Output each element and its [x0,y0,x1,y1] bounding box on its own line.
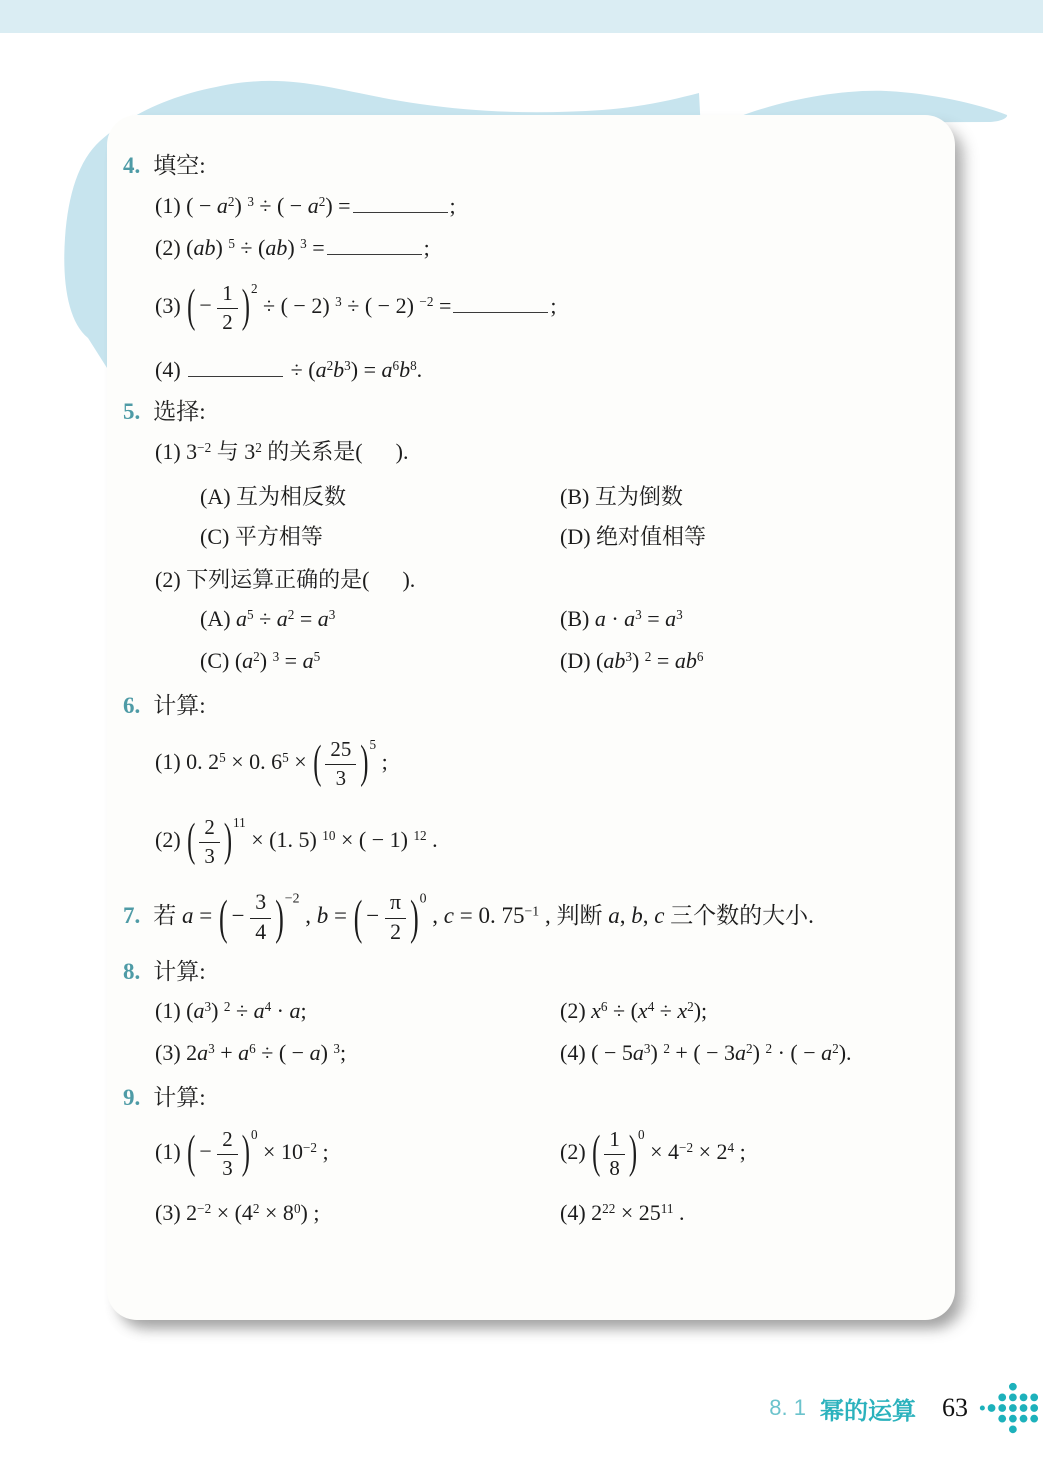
problem-7-header [123,881,927,951]
problem-item [155,233,927,263]
problem-title: 填空: [153,153,206,178]
problem-row [155,1117,927,1187]
problem-row [155,995,927,1027]
choice-option: (D) $(ab^3) ^2 = ab^6$ [560,648,704,673]
problem-item [155,191,927,221]
problem-number: 5. [123,399,141,424]
choice-option: (A) 互为相反数 [200,484,347,509]
problem-row [155,1197,927,1229]
problem-number: 6. [123,693,141,718]
section-number: 8. 1 [769,1395,806,1420]
choice-option: (B) 互为倒数 [560,484,683,509]
problem-number: 7. [123,903,141,928]
math-expression: (2) (ab) $^5$ ÷ (ab) $^3$ = ; [155,235,430,260]
problem-4-header [123,151,927,181]
problem-item [155,355,927,385]
math-expression: (3) $2^{-2} \times (4^2 \times 8^0)$ ; [155,1200,320,1225]
problem-8-header [123,957,927,987]
problem-9-header [123,1083,927,1113]
choice-row [200,645,927,677]
choice-row [200,521,927,553]
math-expression: (1) ( − $\frac{2}{3}$ ) $^0 \times 10^{-2}$ ; [155,1126,329,1180]
problem-title: 计算: [153,693,206,718]
math-expression: (2) 下列运算正确的是( ). [155,567,416,592]
choice-row [200,603,927,635]
problem-row [155,1037,927,1069]
math-expression: (2) ( $\frac{1}{8}$ ) $^0 \times 4^{-2} \times 2^4$ ; [560,1126,746,1180]
math-expression: $(4) \div (a^2b^3) = a^6b^8$. [155,357,423,382]
problem-item [155,271,927,341]
math-expression: (3) $2a^3 + a^6$ ÷ ( − a) $^3$; [155,1040,347,1065]
page-footer [769,1380,1040,1436]
math-expression: (1) 0. $2^5 \times 0$. $6^5$ × ( $\frac{25}{3}$ ) $^5$ ; [155,736,388,790]
choice-option: (A) $a^5 \div a^2 = a^3$ [200,606,336,631]
problem-number: 8. [123,959,141,984]
math-expression: (1) $(a^3) ^2 \div a^4 \cdot a$; [155,998,307,1023]
choice-option: (B) $a \cdot a^3 = a^3$ [560,606,683,631]
page-number: 63 [942,1393,968,1422]
problem-item [155,565,927,595]
problem-title: 计算: [153,1085,206,1110]
choice-option: (C) 平方相等 [200,524,323,549]
problem-5-header [123,397,927,427]
problem-title: 选择: [153,399,206,424]
math-expression: (4) $2^{22} \times 25^{11}$ . [560,1200,685,1225]
math-expression: (1) ( − $a^2$) $^3$ ÷ ( − $a^2$) = ; [155,193,456,218]
problem-number: 4. [123,153,141,178]
math-expression: (3) ( − $\frac{1}{2}$ ) $^2$ ÷ ( − 2) $^3$ ÷ ( − 2) $^{-2}$ = ; [155,280,557,334]
dots-arrow-icon [978,1379,1040,1437]
choice-option: (D) 绝对值相等 [560,524,707,549]
choice-option: (C) $(a^2) ^3 = a^5$ [200,648,321,673]
problem-number: 9. [123,1085,141,1110]
problem-item [155,437,927,467]
worksheet-card [107,115,955,1320]
math-expression: (2) ( $\frac{2}{3}$ ) $^{11}$ × (1. 5) $^{10}$ × ( − 1) $^{12}$ . [155,814,438,868]
problem-6-header [123,691,927,721]
math-expression: 若 a = ( − $\frac{3}{4}$ ) $^{-2}$ , b = ( − $\frac{\pi}{2}$ ) $^0$ , c = 0. $75^{-1}$ , 判断 a, b, c 三个数的大小. [153,889,814,945]
math-expression: (1) $3^{-2}$ 与 $3^2$ 的关系是( ). [155,439,409,464]
problem-item [155,727,927,797]
math-expression: (4) ( − $5a^3$) $^2$ + ( − $3a^2$) $^2$ · ( − $a^2$). [560,1040,852,1065]
choice-row [200,481,927,513]
problem-title: 计算: [153,959,206,984]
section-title: 幂的运算 [820,1397,916,1425]
math-expression: (2) $x^6 \div (x^4 \div x^2)$; [560,998,708,1023]
problem-item [155,805,927,875]
